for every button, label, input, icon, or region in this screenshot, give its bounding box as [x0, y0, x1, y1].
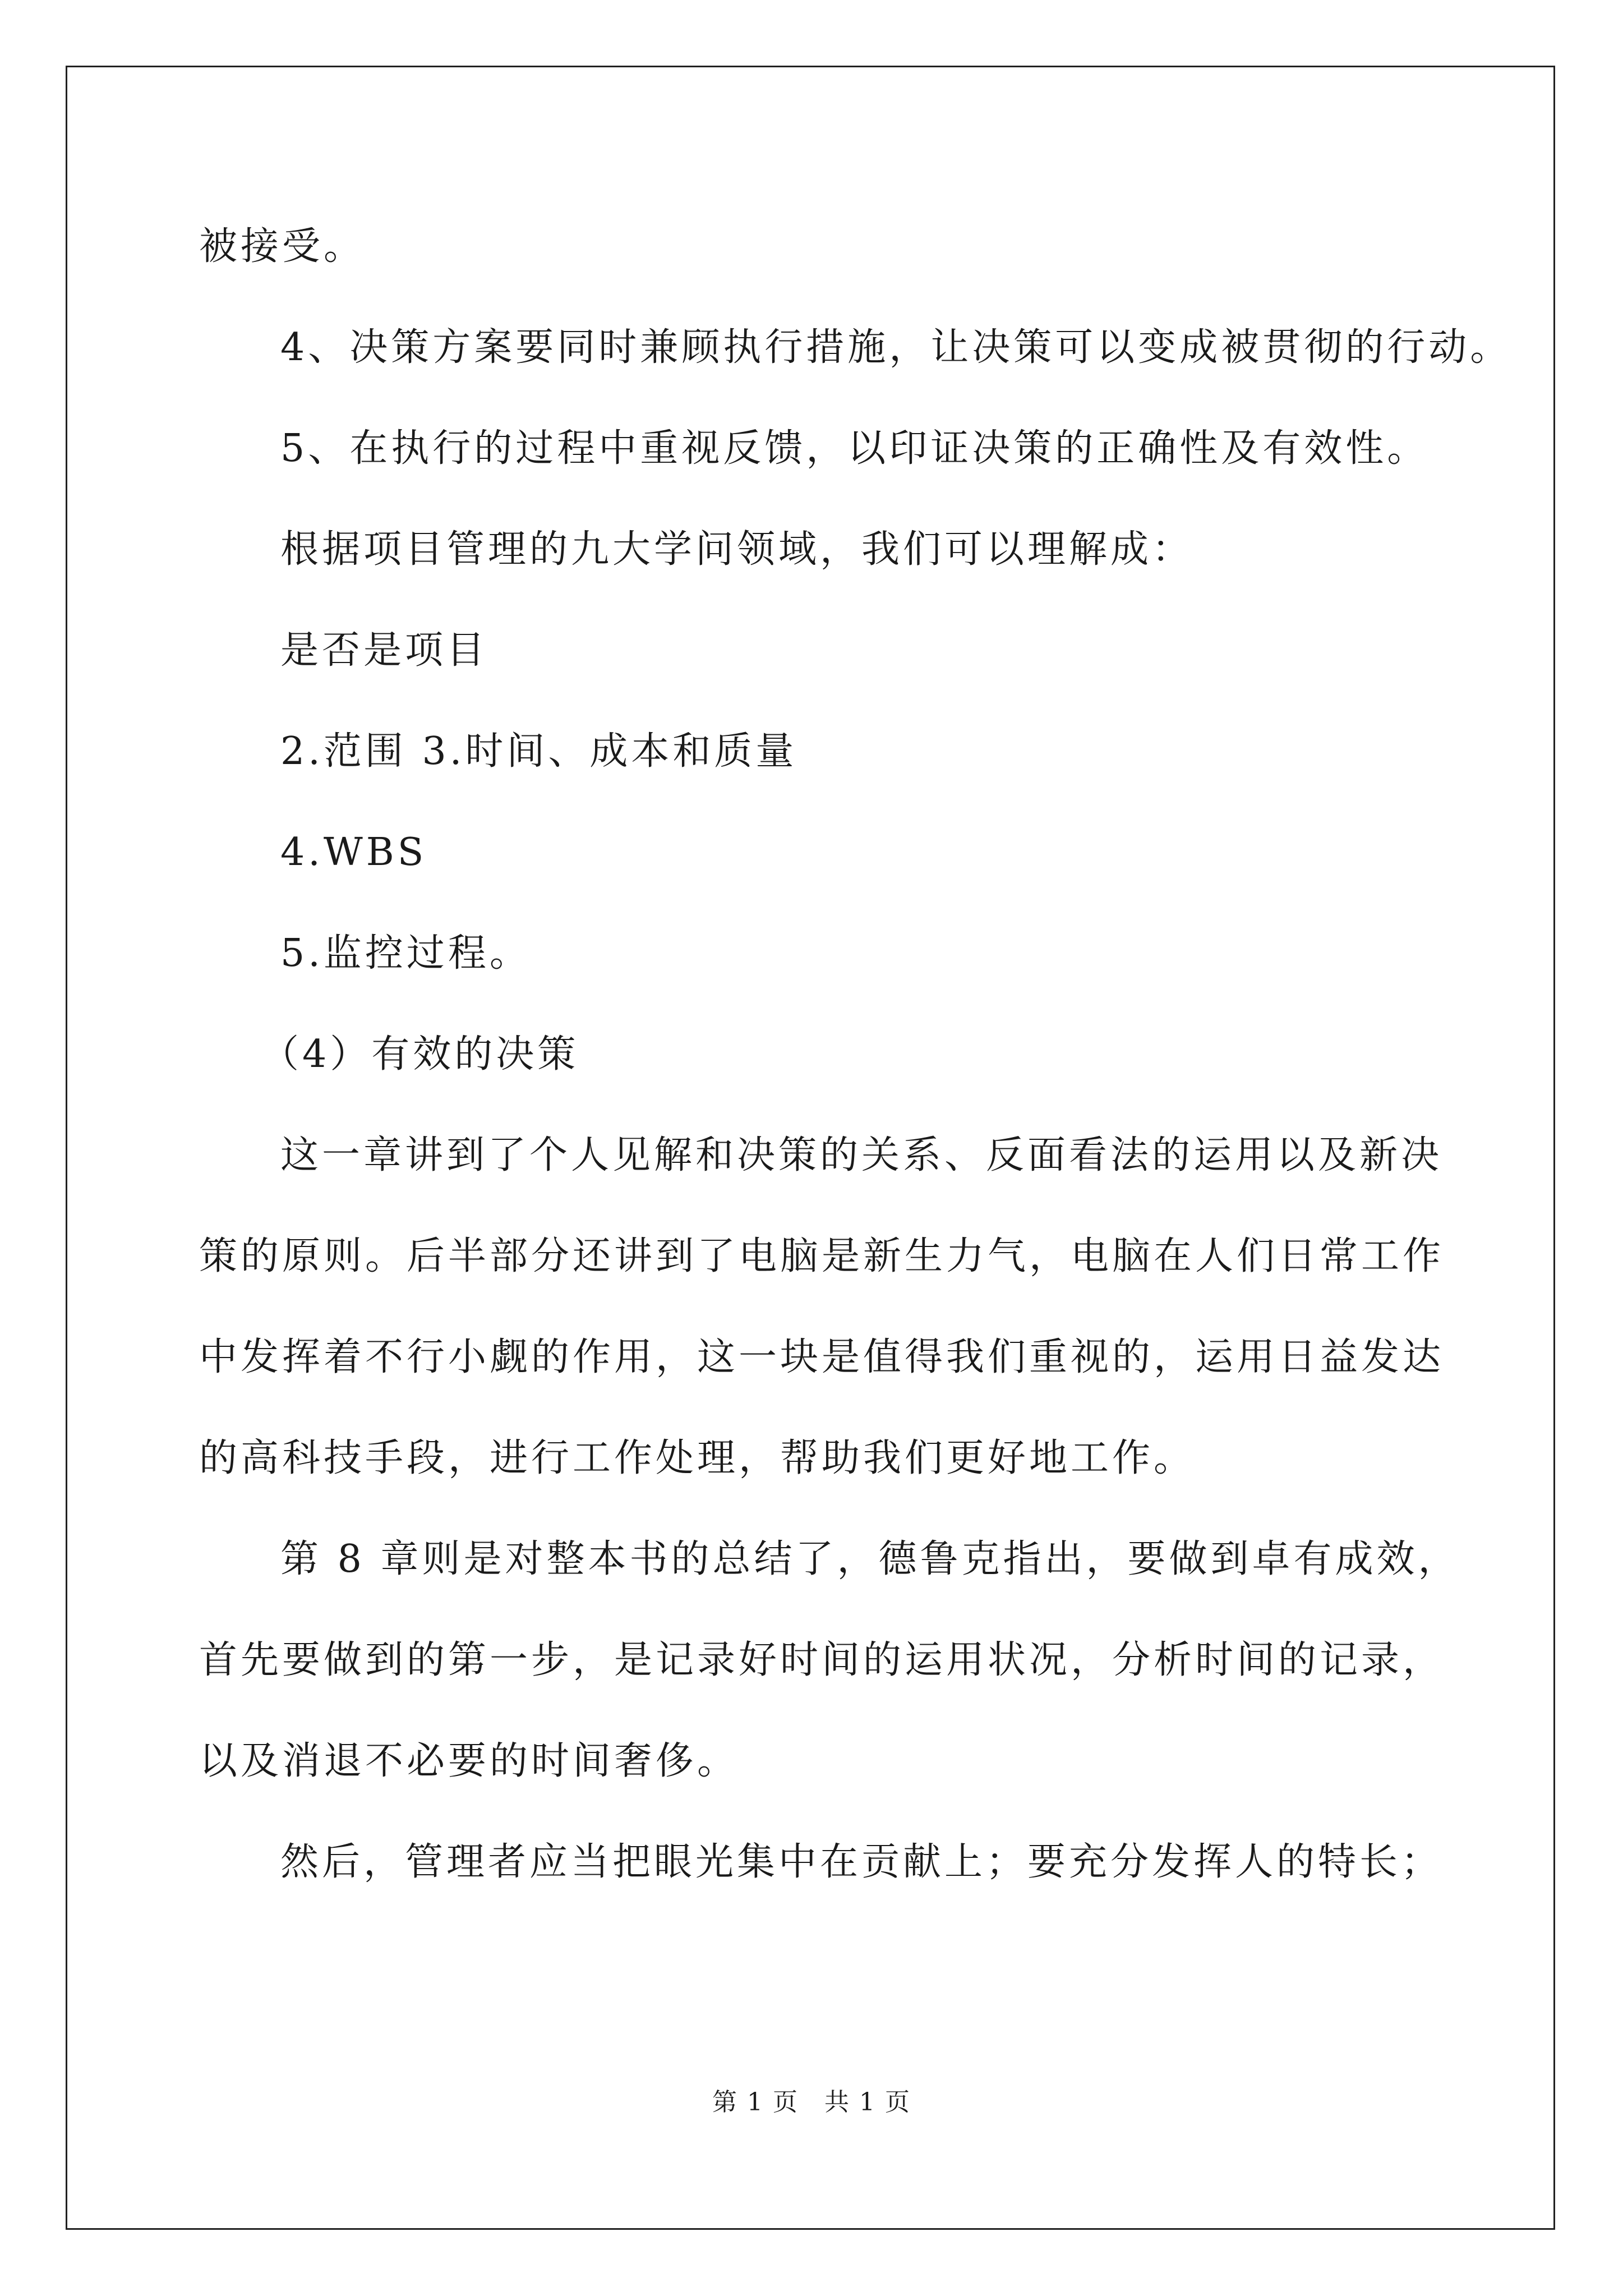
paragraph-line: 策的原则。后半部分还讲到了电脑是新生力气，电脑在人们日常工作	[199, 1234, 1445, 1278]
paragraph-line: 是否是项目	[280, 628, 488, 673]
paragraph-line: 以及消退不必要的时间奢侈。	[199, 1739, 739, 1783]
paragraph-line: 第 8 章则是对整本书的总结了，德鲁克指出，要做到卓有成效，	[280, 1537, 1460, 1581]
paragraph-line: 这一章讲到了个人见解和决策的关系、反面看法的运用以及新决	[280, 1133, 1443, 1177]
section-heading: （4）有效的决策	[261, 1032, 579, 1076]
paragraph-line: 首先要做到的第一步，是记录好时间的运用状况，分析时间的记录，	[199, 1638, 1445, 1682]
paragraph-line: 根据项目管理的九大学问领域，我们可以理解成：	[280, 527, 1194, 572]
paragraph-line: 4、决策方案要同时兼顾执行措施，让决策可以变成被贯彻的行动。	[280, 325, 1512, 370]
paragraph-line: 被接受。	[199, 224, 366, 269]
paragraph-line: 的高科技手段，进行工作处理，帮助我们更好地工作。	[199, 1436, 1196, 1480]
page-number-footer: 第 1 页 共 1 页	[712, 2088, 911, 2116]
paragraph-line: 然后，管理者应当把眼光集中在贡献上；要充分发挥人的特长；	[280, 1840, 1443, 1884]
paragraph-line: 5.监控过程。	[280, 931, 531, 976]
paragraph-line: 5、在执行的过程中重视反馈，以印证决策的正确性及有效性。	[280, 426, 1429, 471]
paragraph-line: 中发挥着不行小觑的作用，这一块是值得我们重视的，运用日益发达	[199, 1335, 1445, 1379]
paragraph-line: 2.范围 3.时间、成本和质量	[280, 729, 797, 774]
paragraph-line: 4.WBS	[280, 830, 427, 875]
